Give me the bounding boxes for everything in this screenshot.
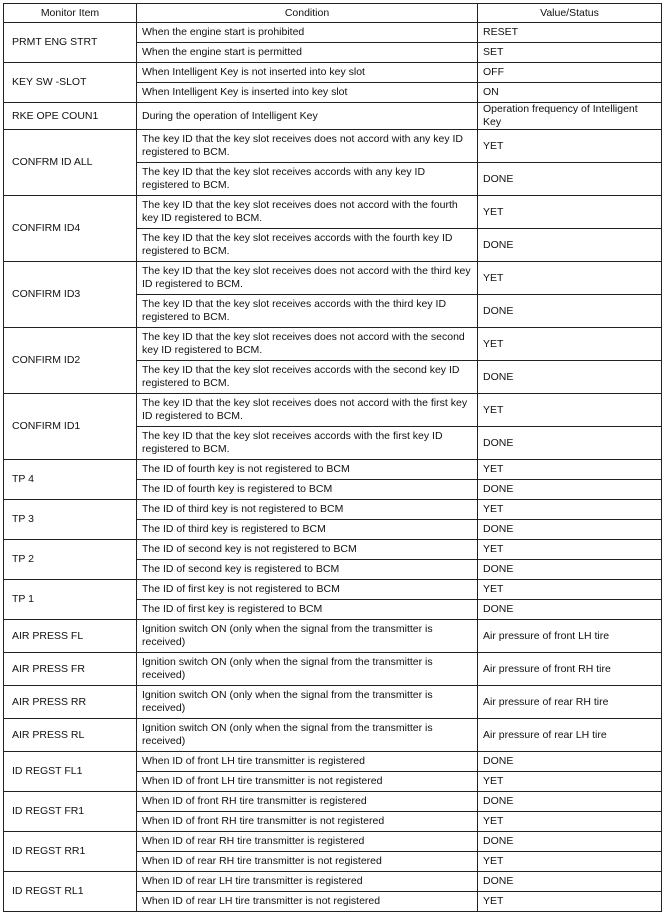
condition-cell: When Intelligent Key is inserted into key slot: [137, 83, 478, 103]
monitor-item-cell: CONFIRM ID4: [4, 196, 137, 262]
condition-cell: The ID of second key is not registered to BCM: [137, 540, 478, 560]
value-status-cell: YET: [478, 394, 662, 427]
value-status-cell: YET: [478, 130, 662, 163]
value-status-cell: DONE: [478, 520, 662, 540]
table-row: [4, 394, 662, 427]
value-status-cell: DONE: [478, 872, 662, 892]
table-row: [4, 130, 662, 163]
table-row: [4, 196, 662, 229]
monitor-item-cell: RKE OPE COUN1: [4, 103, 137, 130]
table-row: [4, 653, 662, 686]
value-status-cell: DONE: [478, 832, 662, 852]
table-row: [4, 63, 662, 83]
value-status-cell: DONE: [478, 427, 662, 460]
table-row: [4, 620, 662, 653]
condition-cell: When ID of rear LH tire transmitter is not registered: [137, 892, 478, 912]
value-status-cell: Air pressure of front RH tire: [478, 653, 662, 686]
monitor-item-cell: CONFIRM ID1: [4, 394, 137, 460]
condition-cell: The ID of third key is not registered to BCM: [137, 500, 478, 520]
table-row: [4, 686, 662, 719]
condition-cell: When ID of front LH tire transmitter is registered: [137, 752, 478, 772]
monitor-item-cell: KEY SW -SLOT: [4, 63, 137, 103]
value-status-cell: DONE: [478, 560, 662, 580]
value-status-cell: YET: [478, 460, 662, 480]
condition-cell: The key ID that the key slot receives does not accord with the third key ID registered to BCM.: [137, 262, 478, 295]
condition-cell: The ID of third key is registered to BCM: [137, 520, 478, 540]
condition-cell: Ignition switch ON (only when the signal from the transmitter is received): [137, 620, 478, 653]
monitor-item-cell: TP 1: [4, 580, 137, 620]
table-row: [4, 23, 662, 43]
value-status-cell: DONE: [478, 295, 662, 328]
value-status-cell: DONE: [478, 361, 662, 394]
condition-cell: When ID of front LH tire transmitter is not registered: [137, 772, 478, 792]
monitor-item-cell: CONFIRM ID2: [4, 328, 137, 394]
condition-cell: Ignition switch ON (only when the signal from the transmitter is received): [137, 719, 478, 752]
condition-cell: The key ID that the key slot receives accords with the first key ID registered to BCM.: [137, 427, 478, 460]
header-monitor-item: Monitor Item: [4, 4, 137, 23]
header-value-status: Value/Status: [478, 4, 662, 23]
condition-cell: The ID of fourth key is registered to BCM: [137, 480, 478, 500]
table-row: [4, 872, 662, 892]
value-status-cell: YET: [478, 772, 662, 792]
condition-cell: When ID of rear RH tire transmitter is not registered: [137, 852, 478, 872]
condition-cell: The key ID that the key slot receives accords with the third key ID registered to BCM.: [137, 295, 478, 328]
condition-cell: The ID of first key is registered to BCM: [137, 600, 478, 620]
value-status-cell: YET: [478, 580, 662, 600]
condition-cell: When ID of rear RH tire transmitter is registered: [137, 832, 478, 852]
condition-cell: During the operation of Intelligent Key: [137, 103, 478, 130]
condition-cell: When ID of front RH tire transmitter is not registered: [137, 812, 478, 832]
monitor-item-table: [3, 3, 662, 912]
condition-cell: The ID of first key is not registered to BCM: [137, 580, 478, 600]
value-status-cell: YET: [478, 196, 662, 229]
value-status-cell: YET: [478, 852, 662, 872]
condition-cell: The key ID that the key slot receives accords with the second key ID registered to BCM.: [137, 361, 478, 394]
condition-cell: The key ID that the key slot receives does not accord with the fourth key ID registered to BCM.: [137, 196, 478, 229]
value-status-cell: Operation frequency of Intelligent Key: [478, 103, 662, 130]
value-status-cell: Air pressure of rear RH tire: [478, 686, 662, 719]
table-row: [4, 832, 662, 852]
monitor-item-cell: TP 2: [4, 540, 137, 580]
condition-cell: The key ID that the key slot receives does not accord with the first key ID registered to BCM.: [137, 394, 478, 427]
value-status-cell: Air pressure of front LH tire: [478, 620, 662, 653]
table-row: [4, 500, 662, 520]
table-row: [4, 540, 662, 560]
value-status-cell: DONE: [478, 600, 662, 620]
condition-cell: Ignition switch ON (only when the signal from the transmitter is received): [137, 653, 478, 686]
monitor-item-cell: ID REGST FR1: [4, 792, 137, 832]
header-condition: Condition: [137, 4, 478, 23]
condition-cell: The key ID that the key slot receives accords with any key ID registered to BCM.: [137, 163, 478, 196]
value-status-cell: ON: [478, 83, 662, 103]
condition-cell: When ID of rear LH tire transmitter is registered: [137, 872, 478, 892]
value-status-cell: OFF: [478, 63, 662, 83]
table-row: [4, 792, 662, 812]
value-status-cell: DONE: [478, 229, 662, 262]
value-status-cell: YET: [478, 328, 662, 361]
table-row: [4, 719, 662, 752]
monitor-item-cell: PRMT ENG STRT: [4, 23, 137, 63]
table-header-row: [4, 4, 662, 23]
condition-cell: The key ID that the key slot receives does not accord with the second key ID registered to BCM.: [137, 328, 478, 361]
monitor-item-cell: AIR PRESS RL: [4, 719, 137, 752]
table-row: [4, 752, 662, 772]
value-status-cell: DONE: [478, 163, 662, 196]
condition-cell: The ID of fourth key is not registered to BCM: [137, 460, 478, 480]
condition-cell: When the engine start is permitted: [137, 43, 478, 63]
value-status-cell: DONE: [478, 480, 662, 500]
condition-cell: When the engine start is prohibited: [137, 23, 478, 43]
condition-cell: The key ID that the key slot receives does not accord with any key ID registered to BCM.: [137, 130, 478, 163]
condition-cell: The key ID that the key slot receives accords with the fourth key ID registered to BCM.: [137, 229, 478, 262]
value-status-cell: YET: [478, 892, 662, 912]
condition-cell: The ID of second key is registered to BCM: [137, 560, 478, 580]
value-status-cell: Air pressure of rear LH tire: [478, 719, 662, 752]
condition-cell: When Intelligent Key is not inserted into key slot: [137, 63, 478, 83]
table-body: [4, 23, 662, 912]
condition-cell: Ignition switch ON (only when the signal from the transmitter is received): [137, 686, 478, 719]
monitor-item-cell: CONFRM ID ALL: [4, 130, 137, 196]
condition-cell: When ID of front RH tire transmitter is registered: [137, 792, 478, 812]
monitor-item-cell: ID REGST RL1: [4, 872, 137, 912]
value-status-cell: YET: [478, 812, 662, 832]
table-row: [4, 328, 662, 361]
monitor-item-cell: ID REGST FL1: [4, 752, 137, 792]
table-row: [4, 580, 662, 600]
table-row: [4, 262, 662, 295]
monitor-item-cell: ID REGST RR1: [4, 832, 137, 872]
monitor-item-cell: CONFIRM ID3: [4, 262, 137, 328]
value-status-cell: RESET: [478, 23, 662, 43]
value-status-cell: DONE: [478, 752, 662, 772]
table-row: [4, 103, 662, 130]
monitor-item-cell: AIR PRESS RR: [4, 686, 137, 719]
value-status-cell: YET: [478, 540, 662, 560]
value-status-cell: SET: [478, 43, 662, 63]
monitor-item-cell: AIR PRESS FR: [4, 653, 137, 686]
monitor-item-cell: AIR PRESS FL: [4, 620, 137, 653]
value-status-cell: YET: [478, 500, 662, 520]
value-status-cell: YET: [478, 262, 662, 295]
monitor-item-cell: TP 3: [4, 500, 137, 540]
value-status-cell: DONE: [478, 792, 662, 812]
monitor-item-cell: TP 4: [4, 460, 137, 500]
table-row: [4, 460, 662, 480]
